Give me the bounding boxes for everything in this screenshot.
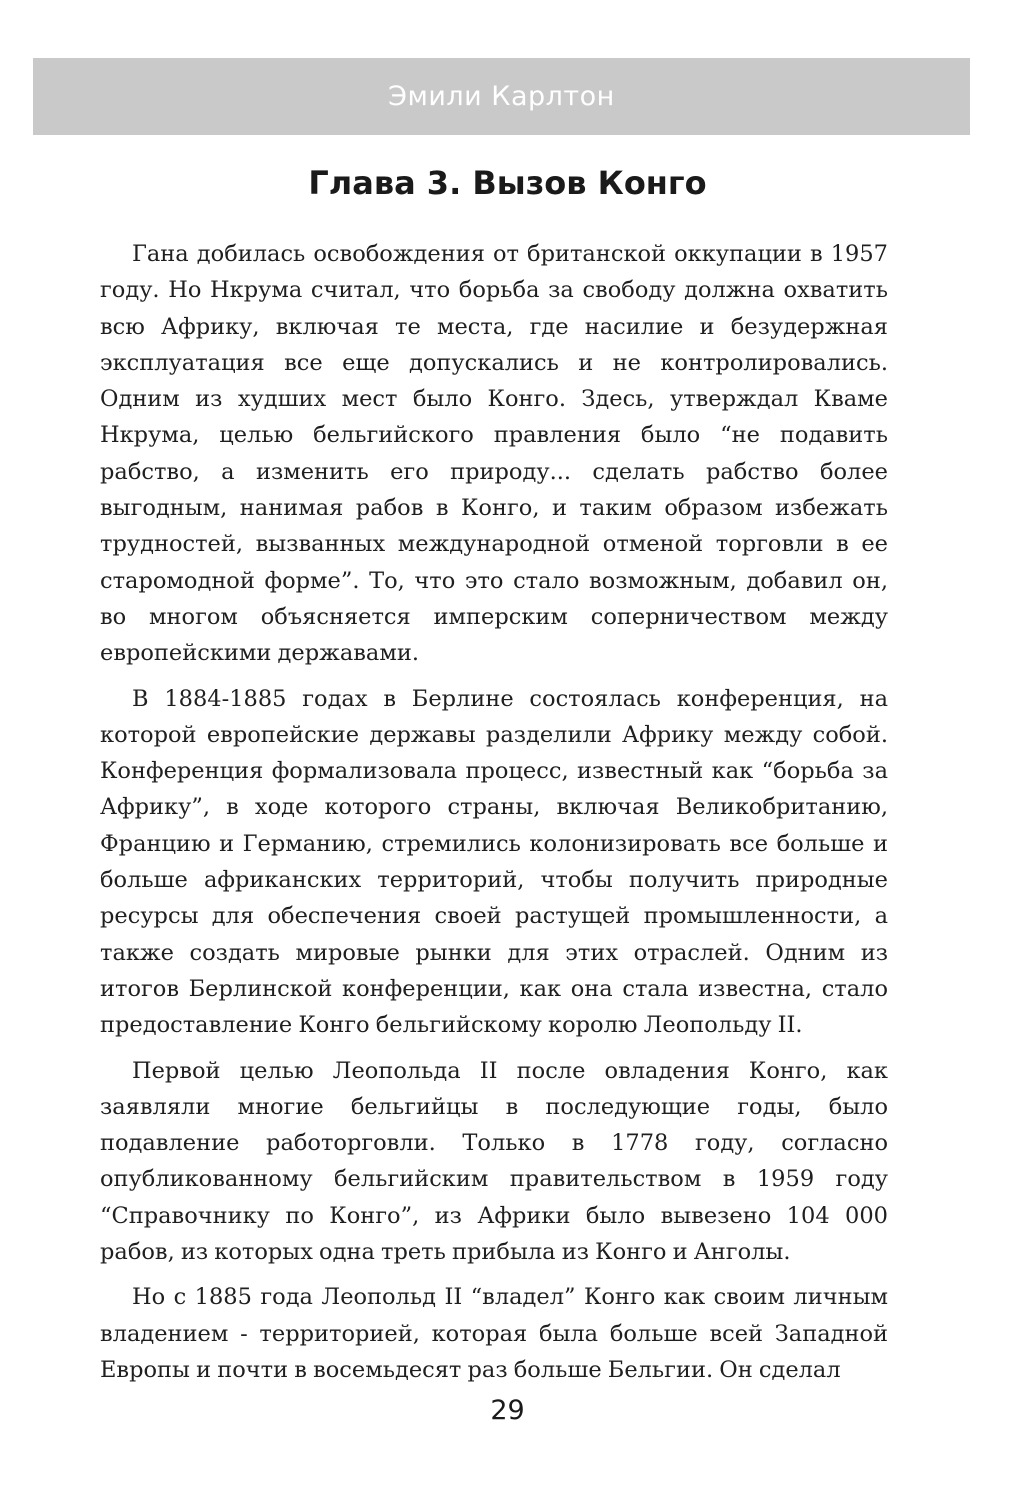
paragraph: В 1884-1885 годах в Берлине состоялась конференция, на которой европейские державы разделили Африку между собой. Конференция формализовала процесс, известный как “борьба за Африку”, в ходе которого страны, включая Великобританию, Францию и Германию, стремились колонизировать все больше и больше африканских территорий, чтобы получить природные ресурсы для обеспечения своей растущей промышленности, а также создать мировые рынки для этих отраслей. Одним из итогов Берлинской конференции, как она стала известна, стало предоставление Конго бельгийскому королю Леопольду II.: [100, 685, 888, 1039]
running-header: [33, 58, 970, 135]
paragraph: Но с 1885 года Леопольд II “владел” Конго как своим личным владением - территорией, которая была больше всей Западной Европы и почти в восемьдесят раз больше Бельгии. Он сделал: [100, 1284, 888, 1383]
chapter-title: Глава 3. Вызов Конго: [308, 164, 707, 202]
paragraph: Первой целью Леопольда II после овладения Конго, как заявляли многие бельгийцы в последующие годы, было подавление работорговли. Только в 1778 году, согласно опубликованному бельгийским правительством в 1959 году “Справочнику по Конго”, из Африки было вывезено 104 000 рабов, из которых одна треть прибыла из Конго и Анголы.: [100, 1057, 888, 1266]
paragraph: Гана добилась освобождения от британской оккупации в 1957 году. Но Нкрума считал, что борьба за свободу должна охватить всю Африку, включая те места, где насилие и безудержная эксплуатация все еще допускались и не контролировались. Одним из худших мест было Конго. Здесь, утверждал Кваме Нкрума, целью бельгийского правления было “не подавить рабство, а изменить его природу... сделать рабство более выгодным, нанимая рабов в Конго, и таким образом избежать трудностей, вызванных международной отменой торговли в ее старомодной форме”. То, что это стало возможным, добавил он, во многом объясняется имперским соперничеством между европейскими державами.: [100, 241, 888, 667]
body-text: [100, 236, 888, 1397]
page-number: 29: [490, 1395, 525, 1426]
header-author: Эмили Карлтон: [388, 81, 615, 112]
